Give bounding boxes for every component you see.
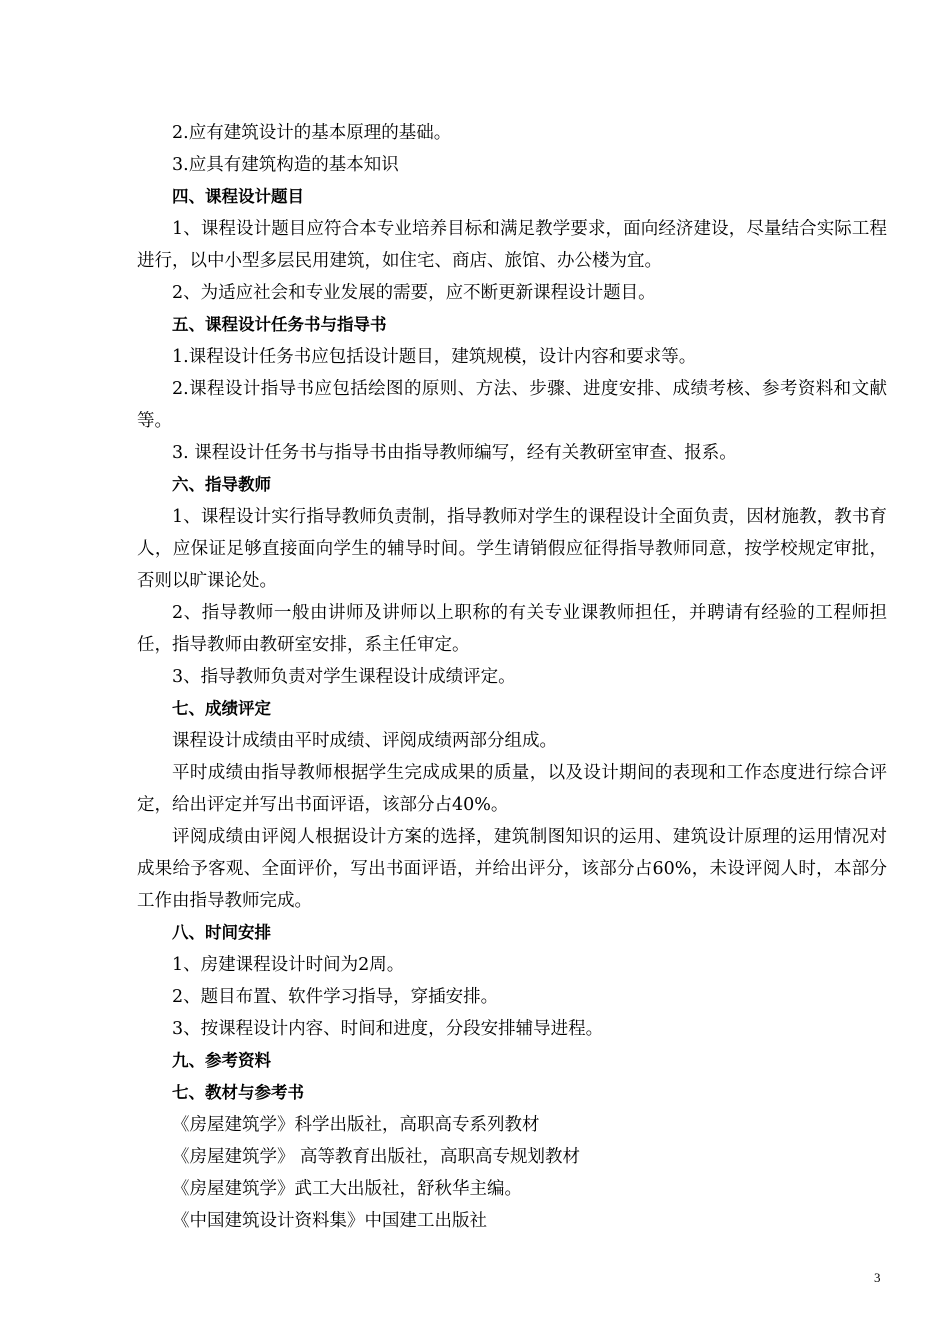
paragraph: 平时成绩由指导教师根据学生完成成果的质量，以及设计期间的表现和工作态度进行综合评定，给出评定并写出书面评语，该部分占40%。 — [137, 763, 887, 815]
paragraph: 3、指导教师负责对学生课程设计成绩评定。 — [172, 667, 516, 687]
paragraph: 1、课程设计题目应符合本专业培养目标和满足教学要求，面向经济建设，尽量结合实际工程进行，以中小型多层民用建筑，如住宅、商店、旅馆、办公楼为宜。 — [137, 219, 887, 271]
paragraph: 1.课程设计任务书应包括设计题目，建筑规模，设计内容和要求等。 — [172, 347, 697, 367]
paragraph: 1、课程设计实行指导教师负责制，指导教师对学生的课程设计全面负责，因材施教，教书育人，应保证足够直接面向学生的辅导时间。学生请销假应征得指导教师同意，按学校规定审批，否则以旷课论处。 — [137, 507, 887, 591]
section-heading: 五、课程设计任务书与指导书 — [172, 315, 387, 334]
paragraph: 3、按课程设计内容、时间和进度，分段安排辅导进程。 — [172, 1019, 604, 1039]
paragraph: 2、为适应社会和专业发展的需要，应不断更新课程设计题目。 — [172, 283, 656, 303]
section-heading: 六、指导教师 — [172, 475, 271, 494]
section-heading: 九、参考资料 — [172, 1051, 271, 1070]
paragraph: 3.应具有建筑构造的基本知识 — [172, 155, 399, 175]
paragraph: 课程设计成绩由平时成绩、评阅成绩两部分组成。 — [172, 731, 557, 751]
paragraph: 2、题目布置、软件学习指导，穿插安排。 — [172, 987, 499, 1007]
reference-item: 《房屋建筑学》 高等教育出版社，高职高专规划教材 — [172, 1147, 581, 1167]
page-number: 3 — [874, 1270, 881, 1285]
section-heading: 四、课程设计题目 — [172, 187, 304, 206]
section-heading: 八、时间安排 — [172, 923, 271, 942]
paragraph: 3. 课程设计任务书与指导书由指导教师编写，经有关教研室审查、报系。 — [172, 443, 737, 463]
paragraph: 2.课程设计指导书应包括绘图的原则、方法、步骤、进度安排、成绩考核、参考资料和文献等。 — [137, 379, 887, 431]
reference-item: 《房屋建筑学》科学出版社，高职高专系列教材 — [172, 1115, 540, 1135]
reference-item: 《房屋建筑学》武工大出版社，舒秋华主编。 — [172, 1179, 522, 1199]
document-body — [137, 117, 887, 1237]
paragraph: 2.应有建筑设计的基本原理的基础。 — [172, 123, 452, 143]
section-heading: 七、成绩评定 — [172, 699, 271, 718]
section-heading: 七、教材与参考书 — [172, 1083, 304, 1102]
paragraph: 1、房建课程设计时间为2周。 — [172, 955, 405, 975]
reference-item: 《中国建筑设计资料集》中国建工出版社 — [172, 1211, 487, 1231]
paragraph: 评阅成绩由评阅人根据设计方案的选择，建筑制图知识的运用、建筑设计原理的运用情况对成果给予客观、全面评价，写出书面评语，并给出评分，该部分占60%，未设评阅人时，本部分工作由指导教师完成。 — [137, 827, 887, 911]
paragraph: 2、指导教师一般由讲师及讲师以上职称的有关专业课教师担任，并聘请有经验的工程师担任，指导教师由教研室安排，系主任审定。 — [137, 603, 887, 655]
